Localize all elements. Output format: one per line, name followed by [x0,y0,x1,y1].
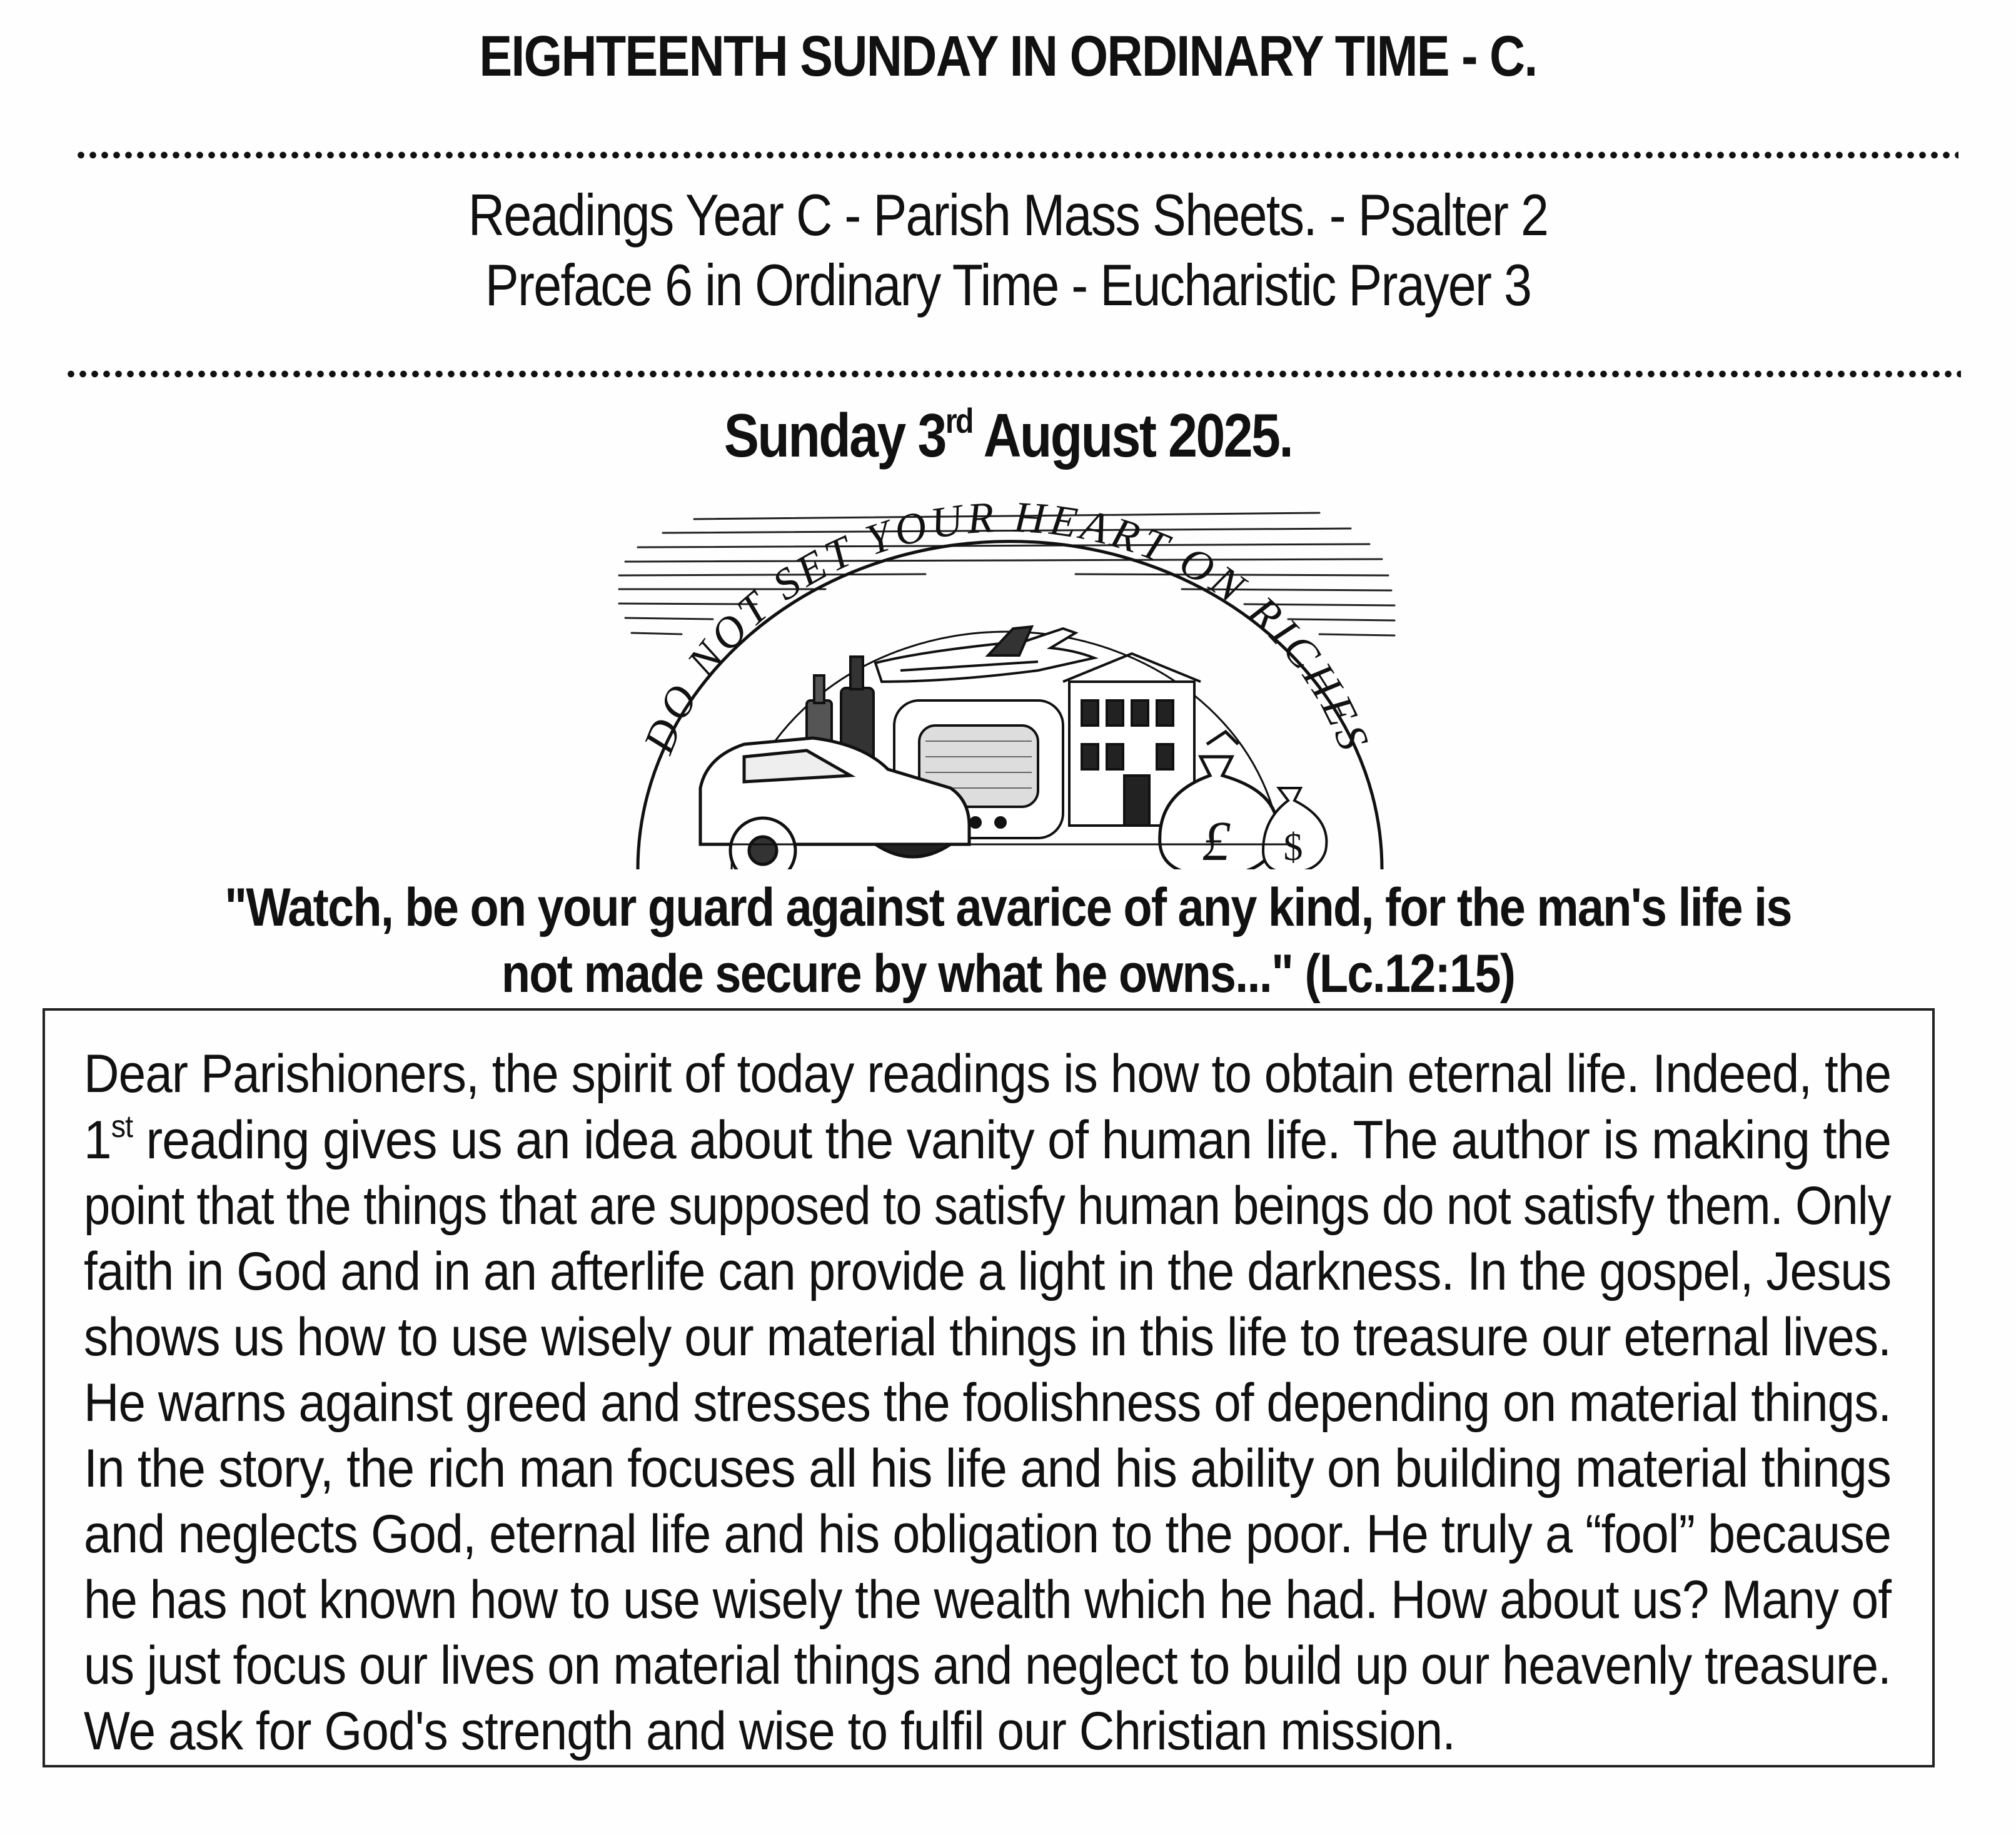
sunday-date [141,400,1875,471]
message-line: In the story, the rich man focuses all his life and his ability on building material things [84,1438,1891,1499]
dotted-divider-top [75,150,1958,160]
message-line: shows us how to use wisely our material things in this life to treasure our eternal lives. [84,1307,1891,1367]
ordinal-number: 1 [84,1110,111,1170]
page-title: EIGHTEENTH SUNDAY IN ORDINARY TIME - C. [479,24,1537,88]
riches-illustration [600,494,1432,869]
preface-line: Preface 6 in Ordinary Time - Eucharistic Prayer 3 [485,252,1531,318]
readings-line: Readings Year C - Parish Mass Sheets. - Psalter 2 [468,182,1548,248]
message-box [43,1008,1935,1767]
date-day: Sunday 3 [723,401,945,470]
message-line: he has not known how to use wisely the wealth which he had. How about us? Many of [84,1570,1891,1630]
message-line: and neglects God, eternal life and his obligation to the poor. He truly a “fool” because [84,1504,1892,1564]
message-line [84,1109,1892,1170]
money-bag-dollar-icon [1263,788,1326,869]
message-line: point that the things that are supposed to satisfy human beings do not satisfy them. Only [84,1176,1891,1236]
gospel-quote-line-1: "Watch, be on your guard against avarice of any kind, for the man's life is [224,877,1792,938]
message-line: He warns against greed and stresses the foolishness of depending on material things. [84,1373,1892,1433]
pound-symbol: £ [1202,811,1231,869]
arc-slogan: DO NOT SET YOUR HEART ON RICHES [635,494,1379,761]
message-line: faith in God and in an afterlife can provide a light in the darkness. In the gospel, Jesus [84,1241,1892,1302]
message-line: Dear Parishioners, the spirit of today readings is how to obtain eternal life. Indeed, the [84,1044,1892,1104]
date-month-year: August 2025. [972,401,1293,470]
message-line: We ask for God's strength and wise to fulfil our Christian mission. [84,1701,1456,1761]
dollar-symbol: $ [1283,826,1303,869]
message-line: us just focus our lives on material things and neglect to build up our heavenly treasure. [84,1635,1891,1696]
date-ordinal: rd [945,401,972,440]
message-line-text: reading gives us an idea about the vanity of human life. The author is making the [146,1110,1892,1170]
dotted-divider-bottom [65,369,1961,379]
gospel-quote-line-2: not made secure by what he owns..." (Lc.12:15) [501,944,1515,1004]
ordinal-suffix: st [111,1109,133,1144]
